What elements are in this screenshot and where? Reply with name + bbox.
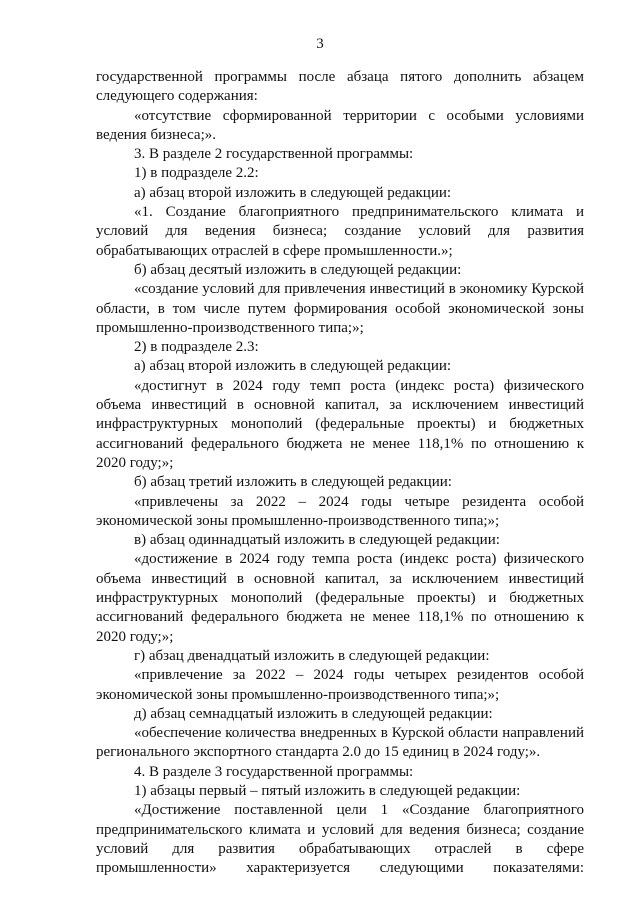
paragraph-subitem: а) абзац второй изложить в следующей редакции: [134, 184, 452, 201]
paragraph-quote: «привлечены за 2022 – 2024 годы четыре резидента особой экономической зоны промышленно-производственного типа;»; [96, 493, 584, 529]
page-number: 3 [316, 36, 324, 52]
paragraph-quote: «привлечение за 2022 – 2024 годы четырех резидентов особой экономической зоны промышленно-производственного типа;»; [96, 667, 584, 703]
paragraph-section-3: 3. В разделе 2 государственной программы: [134, 146, 414, 163]
paragraph-quote: «достижение в 2024 году темпа роста (индекс роста) физического объема инвестиций в основной капитал, за исключением инвестиций инфраструктурных монополий (федеральные проекты) и бюджетных ассигнований федерального бюджета не менее 118,1% по отношению к 2020 году;»; [96, 551, 584, 645]
paragraph-item: 1) в подразделе 2.2: [134, 165, 259, 182]
paragraph-section-4: 4. В разделе 3 государственной программы: [134, 763, 414, 780]
paragraph-quote: «Достижение поставленной цели 1 «Создание благоприятного предпринимательского климата и условий для ведения бизнеса; создание условий для развития обрабатывающих отраслей в сфере промышленности» характеризуется следующими показателями: [96, 802, 584, 877]
paragraph-quote: «отсутствие сформированной территории с особыми условиями ведения бизнеса;». [96, 107, 584, 143]
paragraph-item: 1) абзацы первый – пятый изложить в следующей редакции: [134, 782, 521, 799]
paragraph-subitem: в) абзац одиннадцатый изложить в следующей редакции: [134, 532, 500, 549]
paragraph-quote: «создание условий для привлечения инвестиций в экономику Курской области, в том числе путем формирования особой экономической зоны промышленно-производственного типа;»; [96, 281, 584, 336]
document-body [96, 68, 584, 878]
paragraph-quote: «обеспечение количества внедренных в Курской области направлений регионального экспортного стандарта 2.0 до 15 единиц в 2024 году;». [96, 725, 584, 761]
paragraph-subitem: б) абзац десятый изложить в следующей редакции: [134, 261, 462, 278]
paragraph-subitem: а) абзац второй изложить в следующей редакции: [134, 358, 452, 375]
paragraph-subitem: д) абзац семнадцатый изложить в следующей редакции: [134, 705, 493, 722]
paragraph-item: 2) в подразделе 2.3: [134, 339, 259, 356]
paragraph-subitem: г) абзац двенадцатый изложить в следующей редакции: [134, 647, 490, 664]
paragraph-quote: «1. Создание благоприятного предпринимательского климата и условий для ведения бизнеса; создание условий для развития обрабатывающих отраслей в сфере промышленности.»; [96, 204, 584, 259]
paragraph-quote: «достигнут в 2024 году темп роста (индекс роста) физического объема инвестиций в основной капитал, за исключением инвестиций инфраструктурных монополий (федеральные проекты) и бюджетных ассигнований федерального бюджета не менее 118,1% по отношению к 2020 году;»; [96, 377, 584, 471]
paragraph-continuation: государственной программы после абзаца пятого дополнить абзацем следующего содержания: [96, 69, 584, 105]
paragraph-subitem: б) абзац третий изложить в следующей редакции: [134, 474, 452, 491]
